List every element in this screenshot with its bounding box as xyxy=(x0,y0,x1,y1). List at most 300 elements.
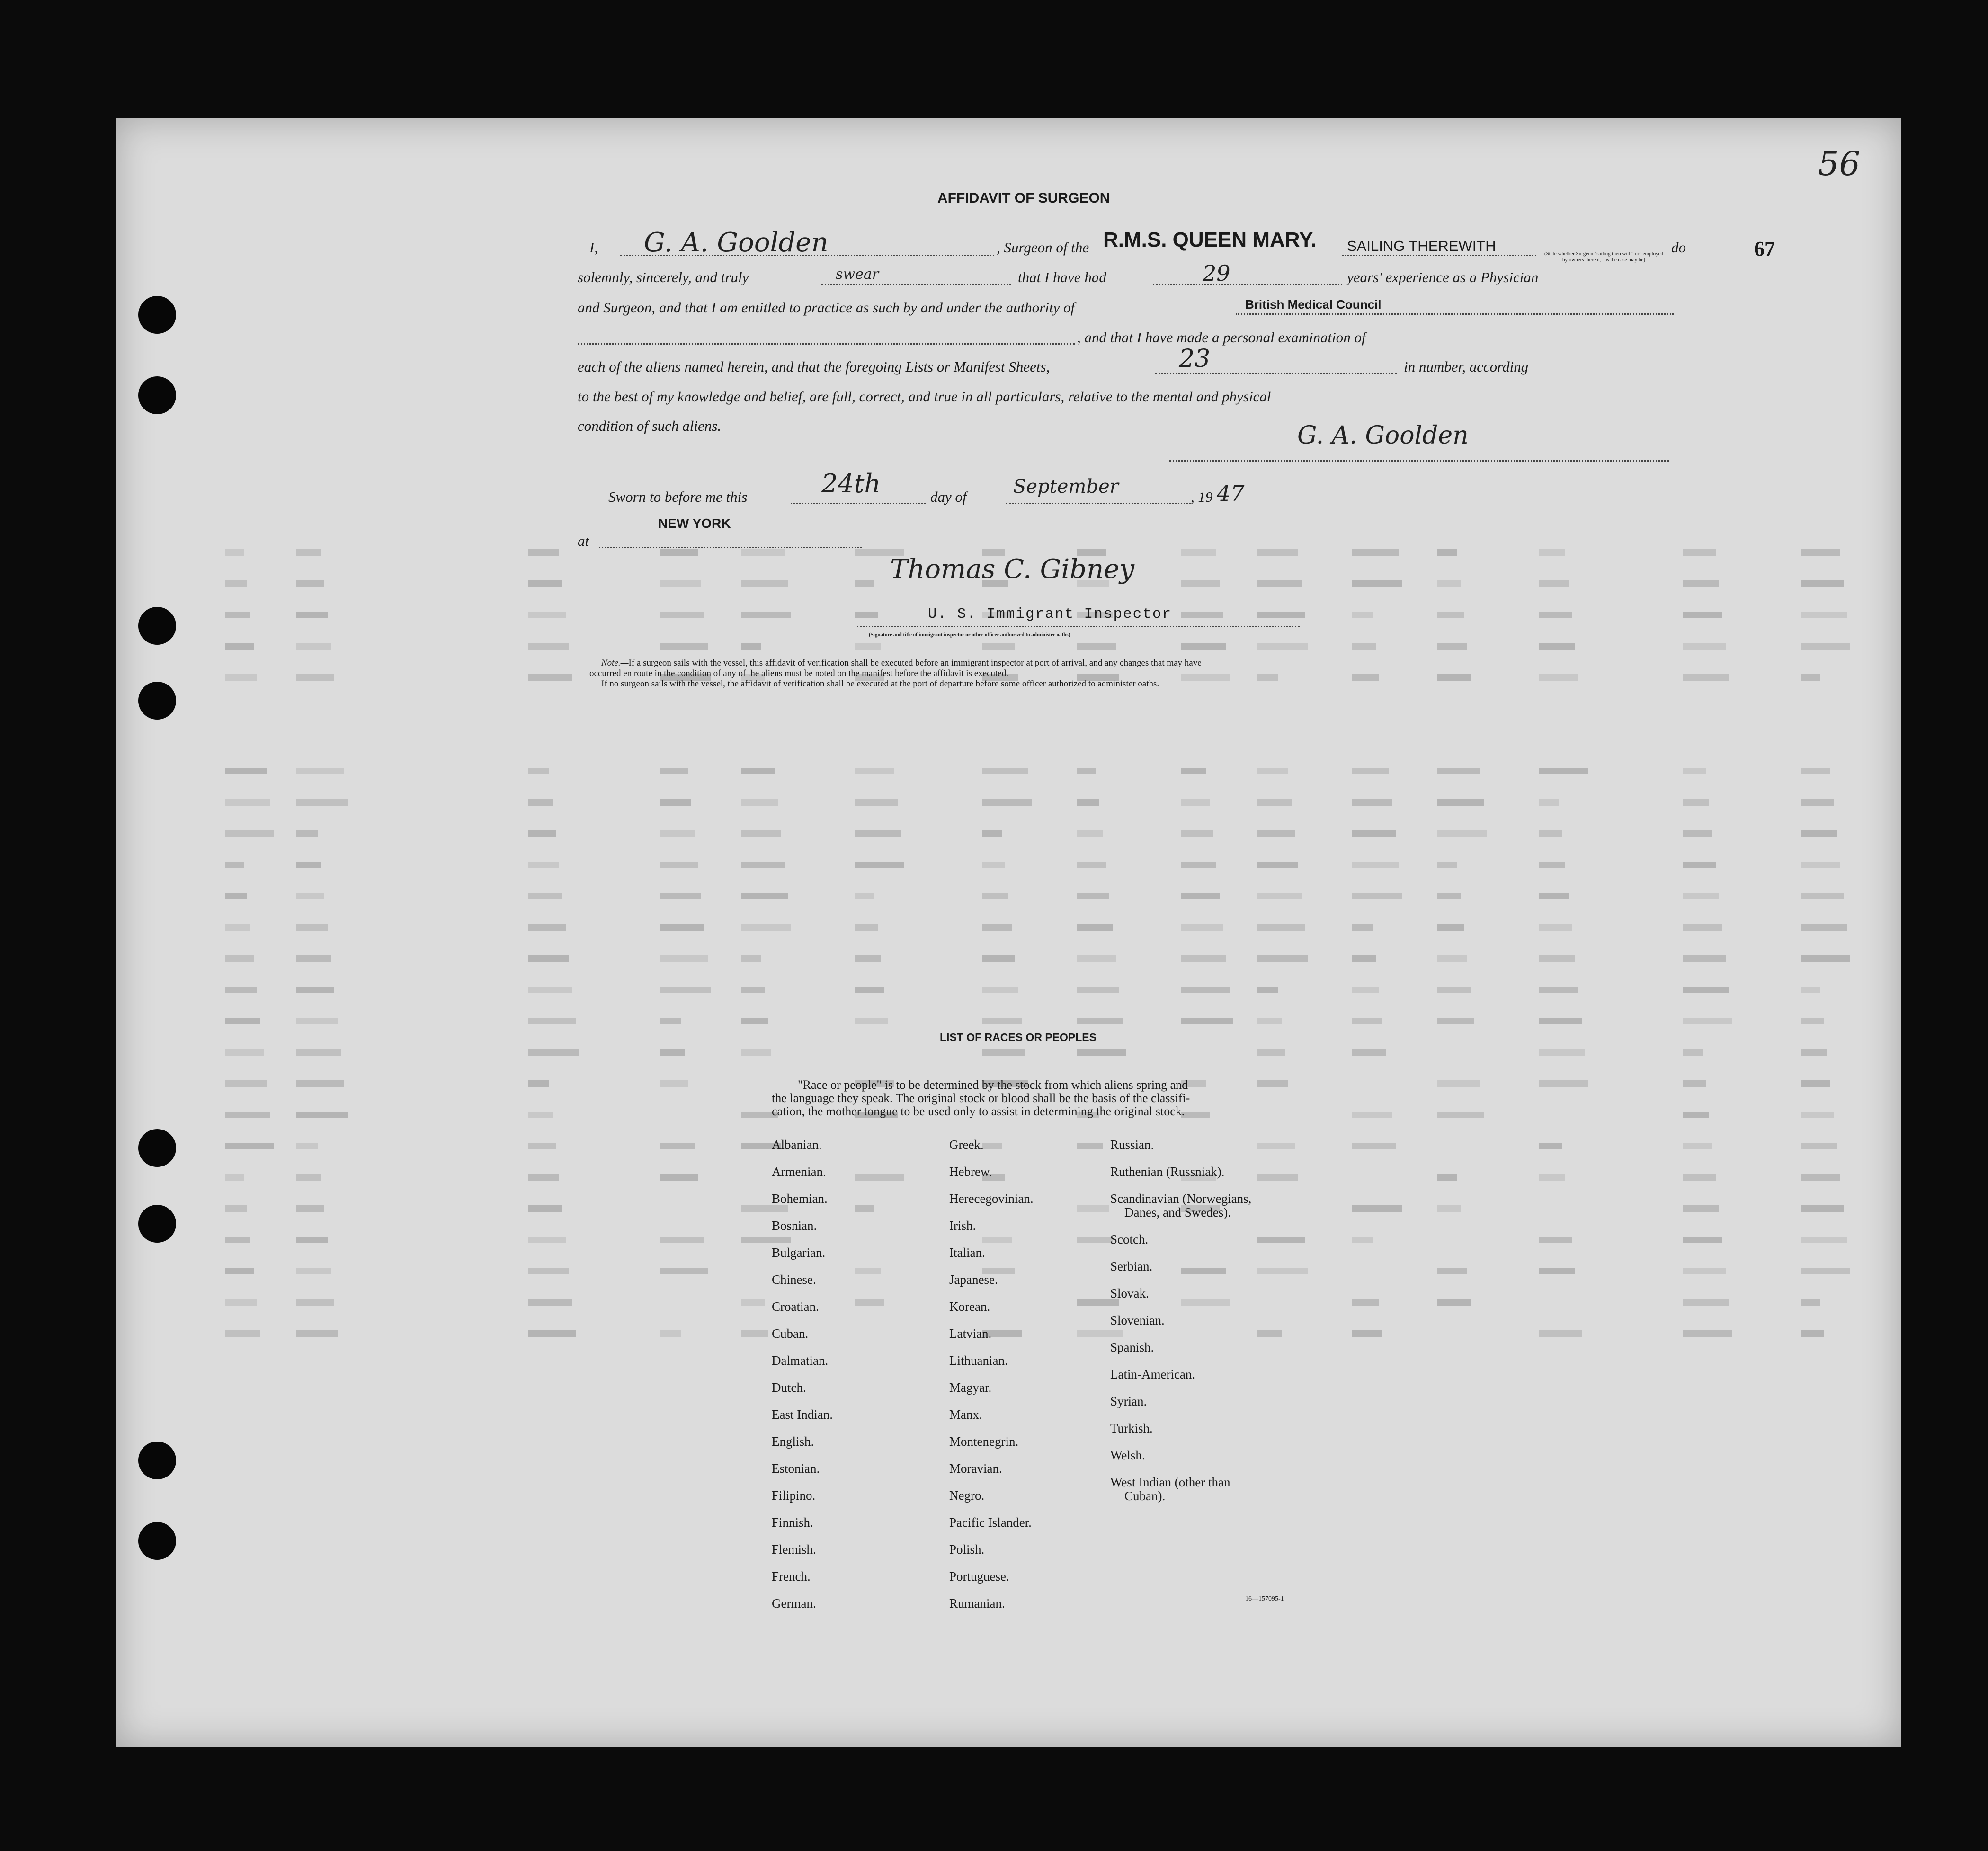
bleed-mark xyxy=(528,1049,579,1056)
bleed-mark xyxy=(1181,549,1216,556)
bleed-mark xyxy=(1683,799,1709,806)
bleed-mark xyxy=(1683,612,1722,618)
bleed-mark xyxy=(1077,862,1106,868)
affidavit-line7: condition of such aliens. xyxy=(578,418,722,434)
race-item: Flemish. xyxy=(772,1542,816,1557)
surgeon-signature-line xyxy=(1169,460,1669,462)
bleed-mark xyxy=(528,1268,569,1274)
race-item: Armenian. xyxy=(772,1165,826,1179)
sheets-count: 23 xyxy=(1179,345,1211,373)
bleed-mark xyxy=(1683,924,1722,931)
bleed-mark xyxy=(225,1268,254,1274)
bleed-mark xyxy=(1257,1143,1295,1149)
race-item: Moravian. xyxy=(949,1461,1002,1476)
bleed-mark xyxy=(1257,580,1302,587)
race-item: Lithuanian. xyxy=(949,1353,1008,1368)
bleed-mark xyxy=(1683,580,1719,587)
bleed-mark xyxy=(1437,924,1464,931)
bleed-mark xyxy=(1437,862,1457,868)
race-item: Scotch. xyxy=(1110,1232,1149,1246)
bleed-mark xyxy=(296,1112,348,1118)
bleed-mark xyxy=(855,862,904,868)
bleed-mark xyxy=(1437,768,1480,774)
bleed-mark xyxy=(1683,1299,1729,1306)
bleed-mark xyxy=(1352,1330,1382,1337)
bleed-mark xyxy=(855,955,881,962)
bleed-mark xyxy=(660,924,704,931)
bleed-mark xyxy=(855,643,881,650)
bleed-mark xyxy=(296,1237,328,1243)
sworn-sep: , 19 xyxy=(1191,489,1213,505)
bleed-mark xyxy=(1257,987,1278,993)
bleed-mark xyxy=(225,1237,250,1243)
bleed-mark xyxy=(1077,1143,1103,1149)
race-item: Latin-American. xyxy=(1110,1367,1195,1381)
race-item: Scandinavian (Norwegians, xyxy=(1110,1192,1252,1206)
bleed-mark xyxy=(1539,862,1565,868)
bleed-mark xyxy=(1683,674,1729,681)
bleed-mark xyxy=(1437,1205,1461,1212)
bleed-mark xyxy=(296,1080,344,1087)
bleed-mark xyxy=(1539,1049,1585,1056)
sworn-day-line xyxy=(791,503,926,504)
affidavit-line6: to the best of my knowledge and belief, are full, correct, and true in all particulars, relative to the mental and physical xyxy=(578,388,1271,405)
affidavit-line2-mid: that I have had xyxy=(1018,269,1106,285)
bleed-mark xyxy=(528,955,569,962)
bleed-mark xyxy=(855,830,901,837)
inspector-signature: Thomas C. Gibney xyxy=(890,554,1134,585)
bleed-mark xyxy=(1801,1143,1837,1149)
bleed-mark xyxy=(1257,1174,1298,1181)
bleed-mark xyxy=(225,1018,260,1024)
bleed-mark xyxy=(741,1299,765,1306)
race-item: Polish. xyxy=(949,1542,985,1557)
race-item: Korean. xyxy=(949,1299,990,1314)
bleed-mark xyxy=(1539,768,1588,774)
bleed-mark xyxy=(741,580,788,587)
bleed-mark xyxy=(1077,643,1116,650)
bleed-mark xyxy=(296,1268,331,1274)
bleed-mark xyxy=(1077,924,1113,931)
bleed-mark xyxy=(1539,799,1559,806)
bleed-mark xyxy=(296,893,324,899)
race-item: Turkish. xyxy=(1110,1421,1153,1435)
bleed-mark xyxy=(225,924,250,931)
bleed-mark xyxy=(528,893,562,899)
sworn-month-line-2 xyxy=(1141,503,1191,504)
bleed-mark xyxy=(1352,1299,1379,1306)
race-item: Albanian. xyxy=(772,1138,822,1152)
race-item: Magyar. xyxy=(949,1380,992,1395)
bleed-mark xyxy=(1683,987,1729,993)
bleed-mark xyxy=(1539,1174,1565,1181)
race-item: Greek. xyxy=(949,1138,984,1152)
bleed-mark xyxy=(528,862,559,868)
bleed-mark xyxy=(855,580,874,587)
bleed-mark xyxy=(1801,987,1820,993)
bleed-mark xyxy=(528,924,566,931)
bleed-mark xyxy=(296,987,334,993)
bleed-mark xyxy=(1683,1205,1719,1212)
bleed-mark xyxy=(296,1049,341,1056)
bleed-mark xyxy=(1181,643,1226,650)
bleed-mark xyxy=(660,862,698,868)
bleed-mark xyxy=(1539,1237,1572,1243)
bleed-mark xyxy=(1352,893,1402,899)
bleed-mark xyxy=(528,1143,556,1149)
affidavit-line3-pre: and Surgeon, and that I am entitled to practice as such by and under the authority of xyxy=(578,299,1075,316)
bleed-mark xyxy=(1181,674,1230,681)
bleed-mark xyxy=(1539,580,1569,587)
race-item: Manx. xyxy=(949,1407,982,1422)
race-item: Welsh. xyxy=(1110,1448,1145,1462)
bleed-mark xyxy=(296,1018,338,1024)
race-item: Dutch. xyxy=(772,1380,806,1395)
bleed-mark xyxy=(1539,674,1578,681)
binder-hole xyxy=(138,1205,176,1243)
bleed-mark xyxy=(982,862,1005,868)
bleed-mark xyxy=(982,768,1028,774)
bleed-mark xyxy=(1437,987,1471,993)
bleed-mark xyxy=(1539,643,1575,650)
bleed-mark xyxy=(1683,768,1706,774)
races-column-1 xyxy=(772,1131,833,1617)
bleed-mark xyxy=(1257,862,1298,868)
bleed-mark xyxy=(225,830,274,837)
bleed-mark xyxy=(1437,612,1464,618)
bleed-mark xyxy=(225,1330,260,1337)
bleed-mark xyxy=(1801,1205,1844,1212)
bleed-mark xyxy=(660,987,711,993)
bleed-mark xyxy=(1539,924,1572,931)
bleed-mark xyxy=(1539,1143,1562,1149)
bleed-mark xyxy=(1437,799,1484,806)
bleed-mark xyxy=(741,987,765,993)
bleed-mark xyxy=(741,768,775,774)
bleed-mark xyxy=(1437,1299,1471,1306)
bleed-mark xyxy=(855,799,898,806)
bleed-mark xyxy=(528,674,572,681)
bleed-mark xyxy=(982,893,1008,899)
bleed-mark xyxy=(225,1112,270,1118)
bleed-mark xyxy=(296,1299,334,1306)
races-intro-1: "Race or people" is to be determined by the stock from which aliens spring and xyxy=(798,1078,1188,1092)
note-text-2: occurred en route in the condition of any of the aliens must be noted on the manifest before the affidavit is executed. xyxy=(589,668,1008,678)
bleed-mark xyxy=(1352,862,1399,868)
bleed-mark xyxy=(528,768,549,774)
bleed-mark xyxy=(660,893,701,899)
bleed-mark xyxy=(1181,1018,1233,1024)
bleed-mark xyxy=(741,830,781,837)
inspector-title: U. S. Immigrant Inspector xyxy=(928,606,1172,623)
bleed-mark xyxy=(1801,674,1820,681)
races-intro-2: the language they speak. The original stock or blood shall be the basis of the classifi- xyxy=(772,1091,1190,1105)
bleed-mark xyxy=(660,1049,685,1056)
years-experience: 29 xyxy=(1203,260,1230,286)
races-intro-3: cation, the mother tongue to be used only to assist in determining the original stock. xyxy=(772,1104,1185,1118)
bleed-mark xyxy=(1077,987,1119,993)
bleed-mark xyxy=(1437,643,1467,650)
bleed-mark xyxy=(1257,1080,1288,1087)
bleed-mark xyxy=(1801,955,1850,962)
form-code: 16—157095-1 xyxy=(1245,1595,1284,1602)
bleed-mark xyxy=(660,955,708,962)
bleed-mark xyxy=(296,643,331,650)
bleed-mark xyxy=(1352,1049,1386,1056)
bleed-mark xyxy=(1801,612,1847,618)
bleed-mark xyxy=(660,1174,698,1181)
bleed-mark xyxy=(225,1299,257,1306)
bleed-mark xyxy=(225,1080,267,1087)
race-item: Italian. xyxy=(949,1246,985,1260)
bleed-mark xyxy=(1181,799,1210,806)
authority: British Medical Council xyxy=(1245,297,1382,311)
bleed-mark xyxy=(1077,1237,1113,1243)
bleed-mark xyxy=(1352,643,1376,650)
race-item: Pacific Islander. xyxy=(949,1515,1032,1530)
bleed-mark xyxy=(1077,768,1096,774)
bleed-mark xyxy=(1077,1018,1123,1024)
bleed-mark xyxy=(1801,799,1834,806)
binder-hole xyxy=(138,607,176,645)
race-item: Bohemian. xyxy=(772,1192,828,1206)
bleed-mark xyxy=(1437,955,1467,962)
bleed-mark xyxy=(1352,580,1402,587)
bleed-mark xyxy=(296,768,344,774)
bleed-mark xyxy=(982,1018,1022,1024)
bleed-mark xyxy=(1801,893,1844,899)
bleed-mark xyxy=(1539,1018,1582,1024)
affidavit-title: AFFIDAVIT OF SURGEON xyxy=(937,190,1110,206)
bleed-mark xyxy=(1683,830,1712,837)
bleed-mark xyxy=(1077,1049,1126,1056)
bleed-mark xyxy=(225,1143,274,1149)
affidavit-line5-post: in number, according xyxy=(1404,358,1529,375)
bleed-mark xyxy=(1181,830,1213,837)
bleed-mark xyxy=(1801,1237,1847,1243)
bleed-mark xyxy=(1437,1080,1480,1087)
race-item: Syrian. xyxy=(1110,1394,1147,1408)
bleed-mark xyxy=(1257,549,1298,556)
bleed-mark xyxy=(660,643,708,650)
bleed-mark xyxy=(1181,862,1216,868)
races-column-3 xyxy=(1110,1131,1251,1510)
note-text-1: If a surgeon sails with the vessel, this affidavit of verification shall be executed before an immigrant inspector at port of arrival, and any changes that may have xyxy=(628,658,1202,668)
bleed-mark xyxy=(1257,1237,1305,1243)
bleed-mark xyxy=(296,830,318,837)
bleed-mark xyxy=(296,1330,338,1337)
bleed-mark xyxy=(1437,549,1457,556)
bleed-mark xyxy=(1801,549,1840,556)
bleed-mark xyxy=(1683,1112,1709,1118)
bleed-mark xyxy=(1352,799,1392,806)
surgeon-name: G. A. Goolden xyxy=(644,227,829,258)
bleed-mark xyxy=(855,1299,884,1306)
bleed-mark xyxy=(1077,955,1116,962)
race-item: Japanese. xyxy=(949,1273,998,1287)
bleed-mark xyxy=(741,612,791,618)
bleed-mark xyxy=(1352,612,1373,618)
bleed-mark xyxy=(1683,643,1726,650)
bleed-mark xyxy=(741,643,761,650)
bleed-mark xyxy=(1683,1268,1726,1274)
bleed-mark xyxy=(225,1174,244,1181)
bleed-mark xyxy=(528,830,556,837)
bleed-mark xyxy=(1801,768,1830,774)
bleed-mark xyxy=(1683,1174,1716,1181)
bleed-mark xyxy=(1801,862,1840,868)
bleed-mark xyxy=(1077,830,1103,837)
bleed-mark xyxy=(1539,1268,1575,1274)
note-text-3: If no surgeon sails with the vessel, the affidavit of verification shall be executed at the port of departure before some officer authorized to administer oaths. xyxy=(601,679,1159,689)
bleed-mark xyxy=(225,987,257,993)
bleed-mark xyxy=(1257,643,1308,650)
race-item: Montenegrin. xyxy=(949,1434,1019,1449)
bleed-mark xyxy=(1683,893,1719,899)
race-item: Cuban). xyxy=(1124,1489,1166,1503)
race-item: Danes, and Swedes). xyxy=(1124,1205,1231,1219)
bleed-mark xyxy=(225,612,250,618)
oath-line xyxy=(821,284,1011,285)
bleed-mark xyxy=(855,893,874,899)
race-item: Irish. xyxy=(949,1219,976,1233)
bleed-mark xyxy=(660,1018,681,1024)
bleed-mark xyxy=(1683,1143,1712,1149)
note-line-1 xyxy=(601,658,1202,668)
bleed-mark xyxy=(741,1049,771,1056)
bleed-mark xyxy=(1801,924,1847,931)
affidavit-line1-mid: , Surgeon of the xyxy=(997,239,1089,256)
note-label: Note.— xyxy=(601,658,629,668)
races-title: LIST OF RACES OR PEOPLES xyxy=(940,1031,1097,1043)
race-item: Croatian. xyxy=(772,1299,819,1314)
bleed-mark xyxy=(528,580,562,587)
bleed-mark xyxy=(660,1330,681,1337)
race-item: Negro. xyxy=(949,1488,985,1503)
bleed-mark xyxy=(982,799,1032,806)
bleed-mark xyxy=(1257,955,1308,962)
bleed-mark xyxy=(855,1205,874,1212)
bleed-mark xyxy=(1683,862,1716,868)
bleed-mark xyxy=(1683,955,1726,962)
race-item: English. xyxy=(772,1434,814,1449)
bleed-mark xyxy=(660,580,701,587)
affidavit-line2-pre: solemnly, sincerely, and truly xyxy=(578,269,749,285)
bleed-mark xyxy=(1352,1018,1382,1024)
bleed-mark xyxy=(1352,830,1396,837)
bleed-mark xyxy=(660,1143,695,1149)
sheet-number: 67 xyxy=(1754,237,1775,260)
inspector-line xyxy=(857,626,1300,627)
race-item: Rumanian. xyxy=(949,1596,1005,1611)
bleed-mark xyxy=(741,799,778,806)
bleed-mark xyxy=(982,643,1015,650)
bleed-mark xyxy=(1257,893,1302,899)
bleed-mark xyxy=(741,924,791,931)
race-item: Estonian. xyxy=(772,1461,820,1476)
affidavit-line1-pre: I, xyxy=(589,239,598,256)
race-item: Latvian. xyxy=(949,1326,992,1341)
race-item: Bosnian. xyxy=(772,1219,817,1233)
bleed-mark xyxy=(660,1268,708,1274)
bleed-mark xyxy=(741,549,785,556)
bleed-mark xyxy=(528,1205,562,1212)
bleed-mark xyxy=(528,612,566,618)
race-item: West Indian (other than xyxy=(1110,1475,1230,1489)
bleed-mark xyxy=(741,1330,768,1337)
sworn-day: 24th xyxy=(821,469,881,498)
bleed-mark xyxy=(1352,768,1389,774)
bleed-mark xyxy=(528,1080,549,1087)
bleed-mark xyxy=(1683,549,1716,556)
bleed-mark xyxy=(855,768,894,774)
years-line xyxy=(1153,284,1342,285)
bleed-mark xyxy=(1539,955,1575,962)
bleed-mark xyxy=(1257,924,1305,931)
bleed-mark xyxy=(1683,1330,1732,1337)
bleed-mark xyxy=(1539,612,1572,618)
bleed-mark xyxy=(1257,612,1305,618)
bleed-mark xyxy=(1801,830,1837,837)
bleed-mark xyxy=(1257,674,1278,681)
bleed-mark xyxy=(1683,1018,1732,1024)
bleed-mark xyxy=(660,768,688,774)
bleed-mark xyxy=(1181,924,1223,931)
bleed-mark xyxy=(1257,1049,1285,1056)
bleed-mark xyxy=(1352,1237,1373,1243)
document-sheet xyxy=(116,118,1901,1747)
bleed-mark xyxy=(1181,987,1230,993)
bleed-mark xyxy=(855,612,878,618)
bleed-mark xyxy=(1437,830,1487,837)
bleed-mark xyxy=(296,612,328,618)
binder-hole xyxy=(138,1442,176,1479)
bleed-mark xyxy=(1257,768,1288,774)
bleed-mark xyxy=(1352,987,1379,993)
bleed-mark xyxy=(1801,1018,1824,1024)
bleed-mark xyxy=(528,1112,553,1118)
bleed-mark xyxy=(528,987,572,993)
race-item: Finnish. xyxy=(772,1515,813,1530)
bleed-mark xyxy=(296,549,321,556)
at-label: at xyxy=(578,533,589,549)
bleed-mark xyxy=(1352,924,1373,931)
race-item: Spanish. xyxy=(1110,1340,1154,1354)
surgeon-signature: G. A. Goolden xyxy=(1297,421,1469,450)
bleed-mark xyxy=(225,549,244,556)
bleed-mark xyxy=(225,580,247,587)
bleed-mark xyxy=(1077,1205,1109,1212)
race-item: East Indian. xyxy=(772,1407,833,1422)
bleed-mark xyxy=(225,1049,264,1056)
bleed-mark xyxy=(741,1018,768,1024)
bleed-mark xyxy=(1801,1268,1850,1274)
sailing-status: SAILING THEREWITH xyxy=(1347,238,1496,254)
bleed-mark xyxy=(225,893,247,899)
bleed-mark xyxy=(296,674,334,681)
inspector-caption: (Signature and title of immigrant inspector or other officer authorized to administer oaths) xyxy=(869,632,1070,638)
bleed-mark xyxy=(660,1080,688,1087)
bleed-mark xyxy=(296,924,328,931)
bleed-mark xyxy=(1539,893,1569,899)
bleed-mark xyxy=(1077,799,1099,806)
bleed-mark xyxy=(660,1237,704,1243)
bleed-mark xyxy=(660,612,704,618)
bleed-mark xyxy=(1352,674,1379,681)
affidavit-line4-post: , and that I have made a personal examination of xyxy=(1077,329,1366,346)
bleed-mark xyxy=(982,1049,1025,1056)
bleed-mark xyxy=(855,924,878,931)
